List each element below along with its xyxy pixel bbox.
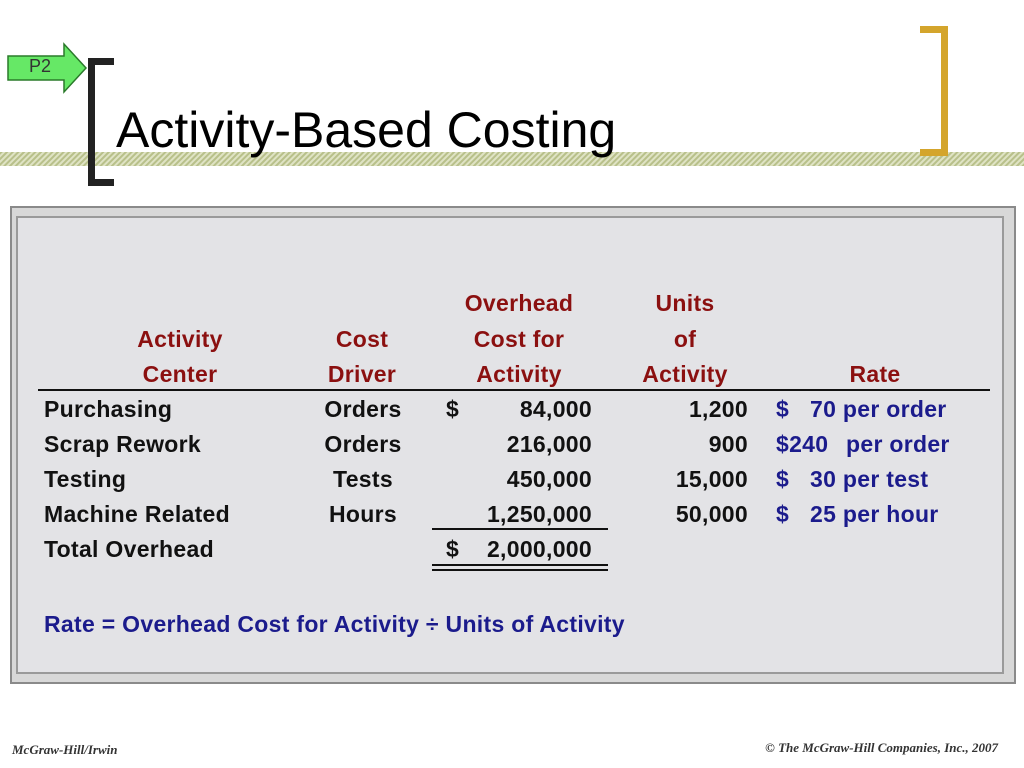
row-machine-rate-dollar: $ bbox=[776, 501, 790, 527]
subtotal-rule bbox=[432, 528, 608, 530]
header-overhead-line3: Activity bbox=[476, 361, 562, 387]
header-cost-line1: Cost bbox=[335, 326, 389, 352]
right-bracket bbox=[920, 26, 948, 156]
row-testing-rate-dollar: $ bbox=[776, 466, 790, 492]
total-double-rule-bottom bbox=[432, 569, 608, 571]
row-testing-units: 15,000 bbox=[675, 466, 748, 492]
row-machine-cost: 1,250,000 bbox=[486, 501, 592, 527]
row-purchasing-units: 1,200 bbox=[688, 396, 748, 422]
row-testing-center: Testing bbox=[44, 466, 127, 492]
objective-tag bbox=[6, 42, 88, 94]
row-scrap-center: Scrap Rework bbox=[44, 431, 201, 457]
row-purchasing-center: Purchasing bbox=[44, 396, 173, 422]
objective-tag-label: P2 bbox=[28, 56, 52, 76]
rate-formula: Rate = Overhead Cost for Activity ÷ Units of Activity bbox=[44, 611, 625, 637]
row-machine-driver: Hours bbox=[329, 501, 397, 527]
row-testing-cost: 450,000 bbox=[506, 466, 592, 492]
header-cost-line2: Driver bbox=[327, 361, 397, 387]
row-testing-rate: 30 per test bbox=[810, 466, 929, 492]
header-rate: Rate bbox=[849, 361, 901, 387]
row-scrap-driver: Orders bbox=[324, 431, 402, 457]
total-cost: 2,000,000 bbox=[486, 536, 592, 562]
row-scrap-rate: per order bbox=[846, 431, 950, 457]
row-scrap-rate-dollar: $240 bbox=[776, 431, 829, 457]
header-overhead-line2: Cost for bbox=[473, 326, 565, 352]
slide-title: Activity-Based Costing bbox=[116, 102, 617, 158]
row-purchasing-dollar: $ bbox=[446, 396, 460, 422]
footer-copyright: © The McGraw-Hill Companies, Inc., 2007 bbox=[765, 740, 998, 755]
footer-publisher: McGraw-Hill/Irwin bbox=[12, 742, 118, 757]
header-activity-line2: Center bbox=[142, 361, 218, 387]
total-dollar: $ bbox=[446, 536, 460, 562]
row-purchasing-driver: Orders bbox=[324, 396, 402, 422]
row-scrap-cost: 216,000 bbox=[506, 431, 592, 457]
row-machine-units: 50,000 bbox=[675, 501, 748, 527]
header-activity-line1: Activity bbox=[137, 326, 223, 352]
row-purchasing-cost: 84,000 bbox=[519, 396, 592, 422]
row-testing-driver: Tests bbox=[333, 466, 393, 492]
header-overhead-line1: Overhead bbox=[464, 290, 574, 316]
total-double-rule-top bbox=[432, 564, 608, 566]
left-bracket bbox=[88, 58, 114, 186]
row-purchasing-rate: 70 per order bbox=[810, 396, 947, 422]
header-units-line2: of bbox=[673, 326, 697, 352]
header-units-line3: Activity bbox=[642, 361, 728, 387]
total-label: Total Overhead bbox=[44, 536, 214, 562]
row-machine-rate: 25 per hour bbox=[810, 501, 939, 527]
row-scrap-units: 900 bbox=[708, 431, 748, 457]
row-purchasing-rate-dollar: $ bbox=[776, 396, 790, 422]
header-units-line1: Units bbox=[655, 290, 715, 316]
row-machine-center: Machine Related bbox=[44, 501, 230, 527]
header-rule bbox=[38, 389, 990, 391]
